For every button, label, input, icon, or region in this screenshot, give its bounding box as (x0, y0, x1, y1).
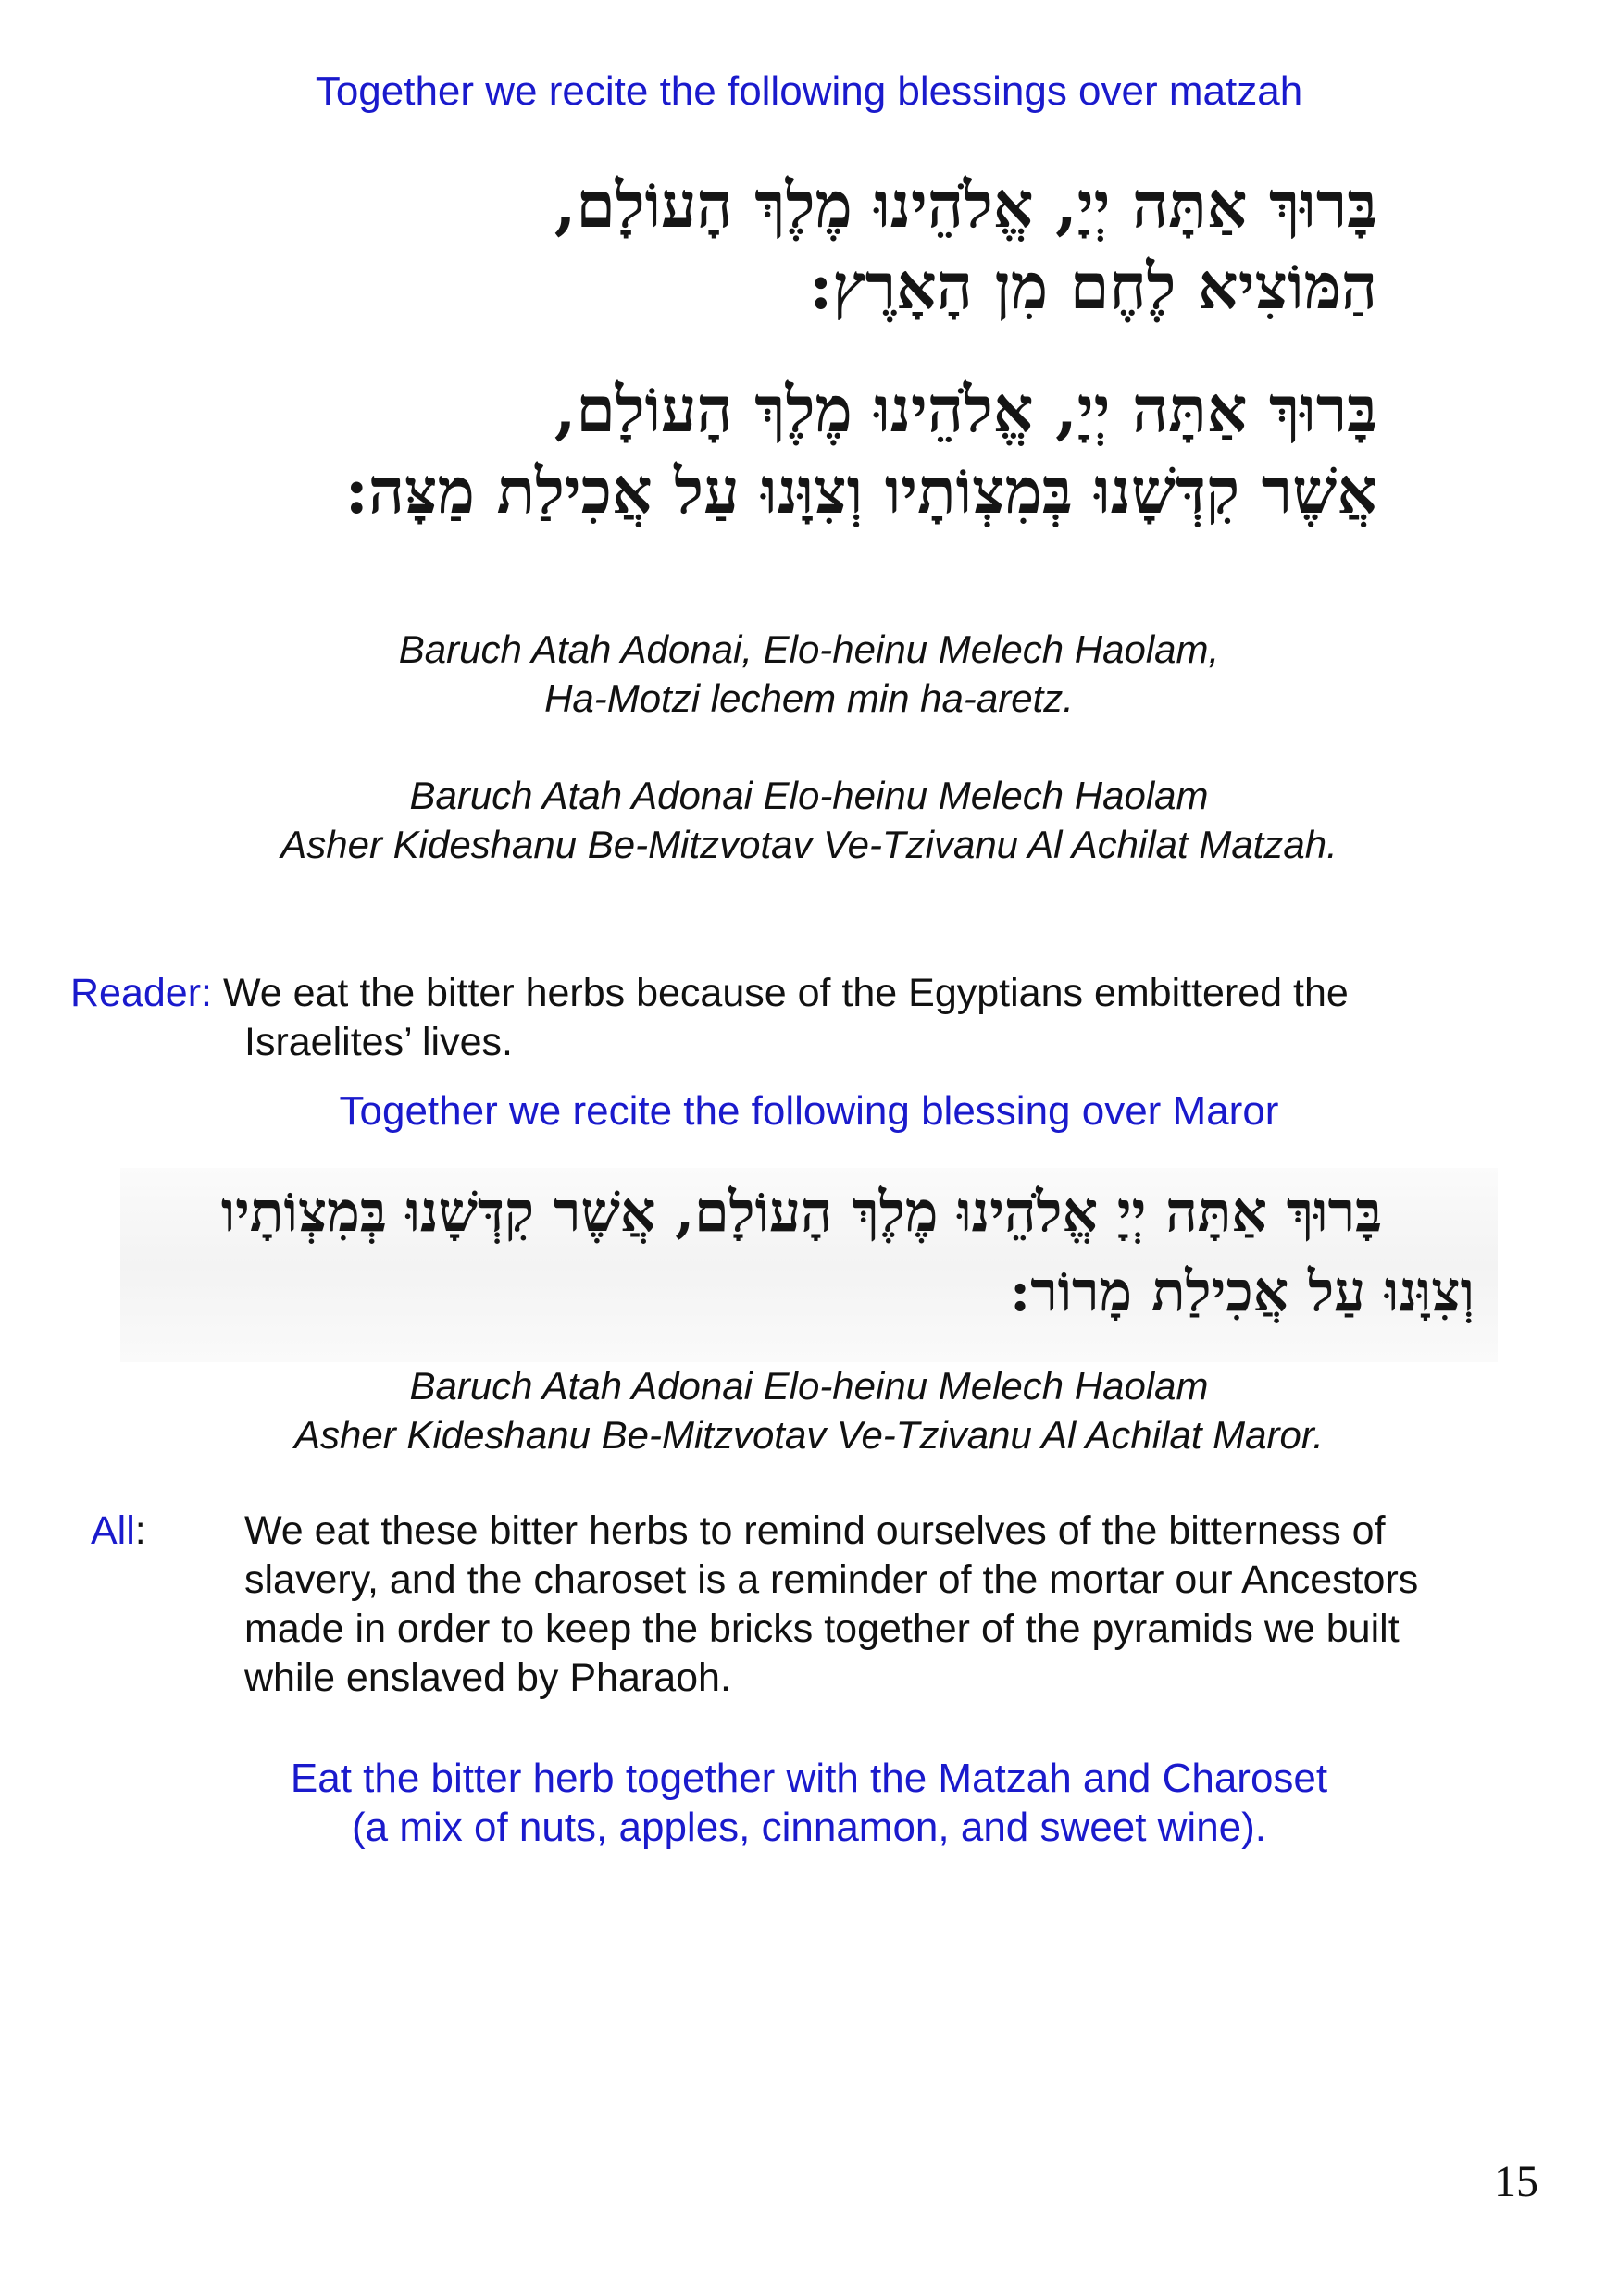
eat-instruction-line2: (a mix of nuts, apples, cinnamon, and sweet wine). (351, 1805, 1267, 1850)
eat-instruction (0, 1754, 1618, 1852)
hebrew-matzah-blessings (345, 165, 1377, 532)
transliteration-maror-line2: Asher Kideshanu Be-Mitzvotav Ve-Tzivanu Al Achilat Maror. (294, 1413, 1324, 1457)
transliteration-matzah-line1: Baruch Atah Adonai Elo-heinu Melech Haolam (409, 774, 1209, 817)
all-text-line2: slavery, and the charoset is a reminder of the mortar our Ancestors (244, 1558, 1419, 1602)
hebrew-maror-line1: בָּרוּךְ אַתָּה יְיָ אֱלֹהֵינוּ מֶלֶךְ הָעוֹלָם, אֲשֶׁר קִדְּשָׁנוּ בְּמִצְוֹתָיו (220, 1180, 1382, 1245)
transliteration-maror (0, 1361, 1618, 1459)
all-label-colon: : (134, 1508, 146, 1553)
transliteration-hamotzi-line1: Baruch Atah Adonai, Elo-heinu Melech Haolam, (398, 627, 1220, 671)
hebrew-hamotzi-line1: בָּרוּךְ אַתָּה יְיָ, אֱלֹהֵינוּ מֶלֶךְ הָעוֹלָם, (554, 168, 1377, 242)
all-label-text: All (91, 1508, 135, 1553)
all-text-line3: made in order to keep the bricks together of the pyramids we built (244, 1607, 1400, 1651)
transliteration-hamotzi-line2: Ha-Motzi lechem min ha-aretz. (544, 676, 1074, 720)
hebrew-matzah-line1: בָּרוּךְ אַתָּה יְיָ, אֱלֹהֵינוּ מֶלֶךְ הָעוֹלָם, (554, 373, 1377, 447)
reader-text-line1: We eat the bitter herbs because of the Egyptians embittered the (222, 971, 1349, 1015)
all-label (91, 1507, 146, 1556)
hebrew-hamotzi-line2: הַמּוֹצִיא לֶחֶם מִן הָאָרֶץ: (809, 250, 1377, 324)
all-text-line1: We eat these bitter herbs to remind ourselves of the bitterness of (244, 1508, 1386, 1553)
all-text-line4: while enslaved by Pharaoh. (244, 1656, 731, 1700)
maror-blessing-instruction: Together we recite the following blessing over Maror (339, 1088, 1279, 1134)
transliteration-matzah-line2: Asher Kideshanu Be-Mitzvotav Ve-Tzivanu Al Achilat Matzah. (280, 823, 1338, 866)
transliteration-maror-line1: Baruch Atah Adonai Elo-heinu Melech Haolam (409, 1364, 1209, 1408)
hebrew-maror-line2: וְצִוָּנוּ עַל אֲכִילַת מָרוֹר: (1010, 1260, 1475, 1324)
transliteration-hamotzi (0, 625, 1618, 723)
all-paragraph (244, 1507, 1577, 1703)
matzah-blessing-instruction: Together we recite the following blessings over matzah (315, 68, 1303, 114)
hebrew-matzah-line2: אֲשֶׁר קִדְּשָׁנוּ בְּמִצְוֹתָיו וְצִוָּנוּ עַל אֲכִילַת מַצָּה: (344, 454, 1377, 528)
reader-text-line2: Israelites’ lives. (244, 1020, 513, 1064)
reader-label: Reader: (70, 971, 212, 1015)
eat-instruction-line1: Eat the bitter herb together with the Matzah and Charoset (290, 1756, 1328, 1801)
reader-paragraph (70, 969, 1570, 1067)
transliteration-matzah (0, 771, 1618, 869)
page-number: 15 (1494, 2157, 1538, 2206)
hebrew-maror-blessing (120, 1168, 1498, 1362)
